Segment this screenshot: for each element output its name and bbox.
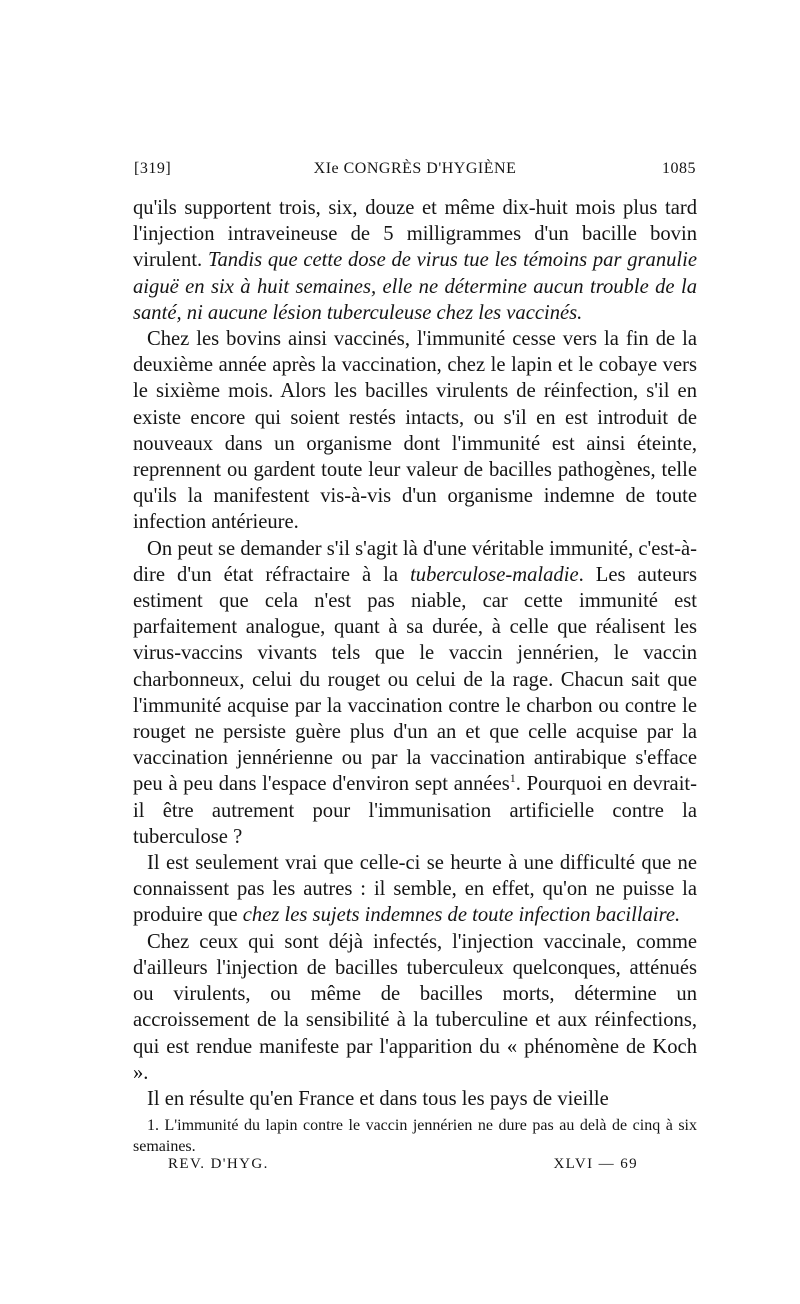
text-segment: Il en résulte qu'en France et dans tous les pays de vieille [147, 1087, 609, 1110]
body-paragraph [133, 1086, 697, 1112]
footnote-text: 1. L'immunité du lapin contre le vaccin jennérien ne dure pas au delà de cinq à six semaines. [133, 1117, 697, 1155]
italic-text: tuberculose-maladie [410, 563, 579, 586]
header-page-number: 1085 [662, 160, 696, 177]
signature-line [168, 1156, 638, 1178]
text-segment: Chez les bovins ainsi vaccinés, l'immunité cesse vers la fin de la deuxième année après la vaccination, chez le lapin et le cobaye vers le sixième mois. Alors les bacilles virulents de réinfection, s'il en existe encore qui soient restés intacts, ou s'il en est introduit de nouveaux dans un organisme dont l'immunité est ainsi éteinte, reprennent ou gardent toute leur valeur de bacilles pathogènes, telle qu'ils la manifestent vis-à-vis d'un organisme indemne de toute infection antérieure. [133, 328, 697, 534]
text-segment: Il est seulement vrai que celle-ci se heurte à une difficulté que ne connaissent pas les autres : il semble, en effet, qu'on ne puisse la produire que [133, 852, 697, 927]
footnote-ref: 1 [509, 771, 516, 786]
body-paragraph [133, 929, 697, 1086]
journal-signature: REV. D'HYG. [168, 1156, 269, 1172]
body-paragraph [133, 850, 697, 929]
italic-text: Tandis que cette dose de virus tue les témoins par granulie aiguë en six à huit semaines, elle ne détermine aucun trouble de la santé, ni aucune lésion tuberculeuse chez les vaccinés. [133, 249, 698, 324]
body-paragraph [133, 536, 697, 850]
italic-text: chez les sujets indemnes de toute infection bacillaire. [242, 904, 681, 927]
header-page-ref: [319] [134, 160, 172, 177]
running-header [134, 160, 696, 186]
text-segment: On peut se demander s'il s'agit là d'une véritable immunité, c'est-à-dire d'un état réfractaire à la [133, 537, 697, 586]
body-paragraph [133, 326, 697, 536]
text-segment: . Les auteurs estiment que cela n'est pas niable, car cette immunité est parfaitement analogue, quant à sa durée, à celle que réalisent les virus-vaccins vivants tels que le vaccin jennérien, le vaccin charbonneux, celui du rouget ou celui de la rage. Chacun sait que l'immunité acquise par la vaccination contre le charbon ou contre le rouget ne persiste guère plus d'un an et que celle acquise par la vaccination jennérienne ou par la vaccination antirabique s'efface peu à peu dans l'espace d'environ sept années [133, 563, 697, 796]
body-paragraph [133, 195, 697, 326]
footnote [133, 1115, 697, 1157]
volume-signature: XLVI — 69 [553, 1156, 638, 1172]
text-segment: qu'ils supportent trois, six, douze et même dix-huit mois plus tard l'injection intraveineuse de 5 milligrammes d'un bacille bovin virulent. [133, 197, 697, 272]
header-title: XIe CONGRÈS D'HYGIÈNE [313, 160, 517, 177]
body-text [133, 195, 697, 1112]
text-segment: . Pourquoi en devrait-il être autrement pour l'immunisation artificielle contre la tuberculose ? [133, 773, 697, 848]
text-segment: Chez ceux qui sont déjà infectés, l'injection vaccinale, comme d'ailleurs l'injection de bacilles tuberculeux quelconques, atténués ou virulents, ou même de bacilles morts, détermine un accroissement de la sensibilité à la tuberculine et aux réinfections, qui est rendue manifeste par l'apparition du « phénomène de Koch ». [133, 930, 697, 1084]
